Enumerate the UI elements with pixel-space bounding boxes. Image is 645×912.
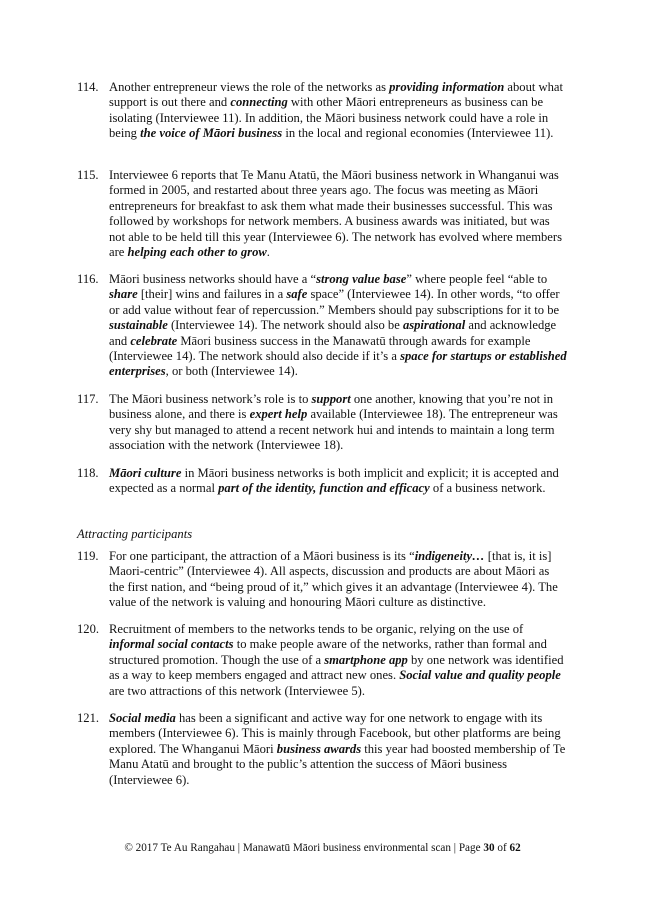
text-run: space” (Interviewee 14). In other words, “to offer or add value without fear of repercussion.” Members should pay subscriptions for it to be <box>109 287 560 317</box>
emphasis-run: celebrate <box>130 333 178 348</box>
emphasis-run: part of the identity, function and efficacy <box>218 481 430 496</box>
emphasis-run: strong value base <box>316 272 407 286</box>
paragraph-number: 121. <box>77 711 100 725</box>
emphasis-run: share <box>109 287 138 302</box>
emphasis-run: space for startups or established enterprises <box>109 349 567 379</box>
page-footer <box>0 842 645 854</box>
text-run: in the local and regional economies (Interviewee 11). <box>282 126 554 141</box>
text-run: and acknowledge and <box>109 318 557 348</box>
emphasis-run: connecting <box>230 95 288 110</box>
emphasis-run: the voice of Māori business <box>140 126 283 141</box>
paragraph-number: 119. <box>77 549 99 563</box>
paragraph-number: 118. <box>77 466 99 480</box>
paragraph-text <box>109 80 567 142</box>
text-run: ” where people feel “able to <box>406 272 548 286</box>
paragraph-119 <box>77 549 567 611</box>
text-run: in Māori business networks is both implicit and explicit; it is accepted and expected as a normal <box>109 466 559 496</box>
paragraph-text <box>109 711 567 788</box>
emphasis-run: aspirational <box>402 318 466 333</box>
text-run: to make people aware of the networks, rather than formal and structured promotion. Though the use of a <box>109 637 547 667</box>
paragraph-text <box>109 168 567 260</box>
text-run: . <box>266 245 270 260</box>
emphasis-run: smartphone app <box>324 652 408 667</box>
text-run: with other Māori entrepreneurs as business can be isolating (Interviewee 11). In addition, the Māori business network could have a role in being <box>109 95 549 141</box>
text-run: has been a significant and active way for one network to engage with its members (Interviewee 6). This is mainly through Facebook, but other platforms are being explored. The Whanganui Māori <box>109 711 561 756</box>
text-run: Māori business success in the Manawatū through awards for example (Interviewee 14). The network should also decide if it’s a <box>109 333 531 364</box>
text-run: The Māori business network’s role is to <box>109 392 312 406</box>
footer-of: of <box>494 842 510 854</box>
paragraph-118 <box>77 466 567 497</box>
emphasis-run: Māori culture <box>109 466 182 480</box>
paragraph-number: 115. <box>77 168 99 182</box>
paragraph-number: 117. <box>77 392 99 406</box>
section-heading: Attracting participants <box>77 527 193 541</box>
paragraph-text <box>109 272 567 380</box>
paragraph-114 <box>77 80 567 142</box>
paragraph-120 <box>77 622 567 699</box>
paragraph-number: 114. <box>77 80 99 94</box>
text-run: [their] wins and failures in a <box>137 287 287 302</box>
emphasis-run: providing information <box>389 80 505 94</box>
paragraph-115 <box>77 168 567 260</box>
emphasis-run: sustainable <box>109 318 168 333</box>
text-run: this year had boosted membership of Te Manu Atatū and brought to the public’s attention the success of Māori business (Interviewee 6). <box>109 741 566 787</box>
text-run: about what support is out there and <box>109 80 564 110</box>
paragraph-number: 120. <box>77 622 100 636</box>
emphasis-run: Social media <box>109 711 176 725</box>
text-run: one another, knowing that you’re not in business alone, and there is <box>109 392 554 422</box>
text-run: of a business network. <box>429 481 546 496</box>
text-run: available (Interviewee 18). The entrepreneur was very shy but managed to attend a recent network hui and intends to maintain a long term association with the network (Interviewee 18). <box>109 407 558 453</box>
paragraph-text <box>109 549 567 611</box>
footer-text: © 2017 Te Au Rangahau | Manawatū Māori business environmental scan | Page <box>124 842 484 854</box>
emphasis-run: support <box>311 392 351 406</box>
text-run: Interviewee 6 reports that Te Manu Atatū, the Māori business network in Whanganui was formed in 2005, and restarted about three years ago. The focus was meeting as Māori entrepreneurs for breakfast to ask them what made their businesses successful. This was followed by workshops for network members. A business awards was initiated, but was not able to be held till this year (Interviewee 6). The network has evolved where members are <box>109 168 562 260</box>
text-run: Recruitment of members to the networks tends to be organic, relying on the use of <box>109 622 524 636</box>
emphasis-run: indigeneity… <box>414 549 485 563</box>
page-number: 30 <box>483 842 495 854</box>
paragraph-text <box>109 466 567 497</box>
emphasis-run: business awards <box>276 741 362 756</box>
emphasis-run: safe <box>286 287 308 302</box>
text-run: Another entrepreneur views the role of the networks as <box>109 80 390 94</box>
paragraph-117 <box>77 392 567 454</box>
text-run: by one network was identified as a way to keep members engaged and attract new ones. <box>109 652 564 683</box>
paragraph-text <box>109 392 567 454</box>
text-run: Māori business networks should have a “ <box>109 272 317 286</box>
paragraph-116 <box>77 272 567 380</box>
text-run: are two attractions of this network (Interviewee 5). <box>109 683 365 698</box>
emphasis-run: Social value and quality people <box>399 668 561 683</box>
emphasis-run: expert help <box>249 407 308 422</box>
paragraph-number: 116. <box>77 272 99 286</box>
text-run: (Interviewee 14). The network should also be <box>167 318 403 333</box>
paragraph-text <box>109 622 567 699</box>
emphasis-run: helping each other to grow <box>127 245 267 260</box>
text-run: For one participant, the attraction of a Māori business is its “ <box>109 549 415 563</box>
emphasis-run: informal social contacts <box>109 637 234 652</box>
text-run: [that is, it is] Maori-centric” (Interviewee 4). All aspects, discussion and products are about Māori as the first nation, and “being proud of it,” which gives it an advantage (Interviewee 4). The value of the network is valuing and honouring Māori culture as distinctive. <box>109 549 558 610</box>
page-total: 62 <box>509 842 521 854</box>
paragraph-121 <box>77 711 567 788</box>
text-run: , or both (Interviewee 14). <box>165 364 298 379</box>
